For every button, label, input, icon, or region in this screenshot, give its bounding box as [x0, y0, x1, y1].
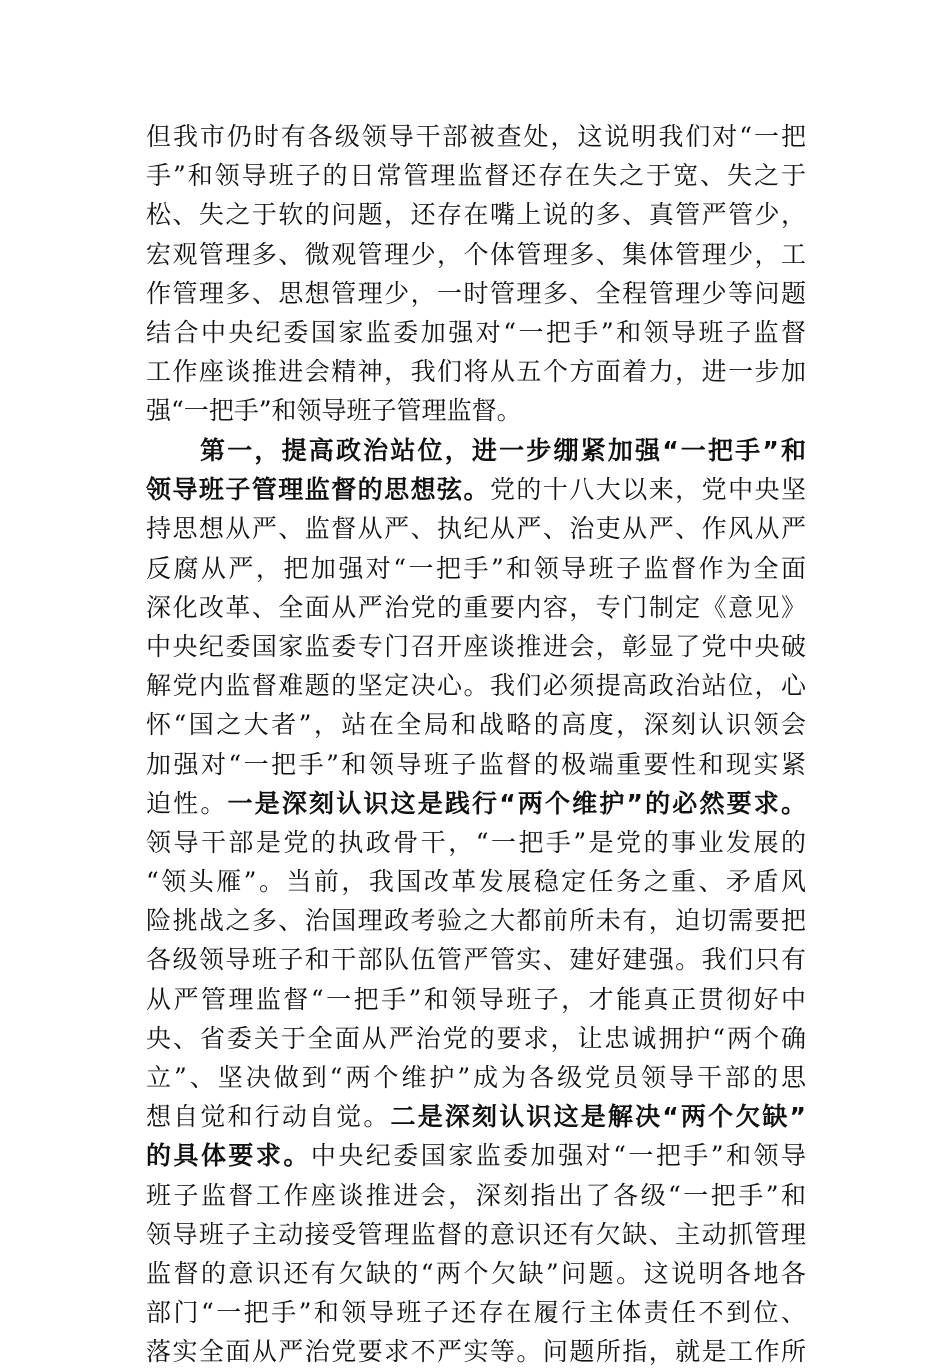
- text-run: 想自觉和行动自觉。: [146, 1102, 391, 1132]
- text-line: 立”、坚决做到“两个维护”成为各级党员领导干部的思: [146, 1063, 806, 1092]
- text-line: “领头雁”。当前，我国改革发展稳定任务之重、矛盾风: [146, 867, 806, 897]
- text-line: 但我市仍时有各级领导干部被查处，这说明我们对“一把: [146, 122, 806, 151]
- text-line: 持思想从严、监督从严、执纪从严、治吏从严、作风从严: [146, 514, 806, 544]
- point-heading-1: 一是深刻认识这是践行“两个维护”的必然要求。: [227, 788, 806, 818]
- section-heading-end: 领导班子管理监督的思想弦。: [146, 475, 490, 505]
- text-line: 结合中央纪委国家监委加强对“一把手”和领导班子监督: [146, 317, 806, 347]
- text-line: [146, 1097, 806, 1136]
- text-line: [146, 1136, 806, 1175]
- text-line: 深化改革、全面从严治党的重要内容，专门制定《意见》: [146, 592, 806, 622]
- text-line: 强“一把手”和领导班子管理监督。: [146, 396, 522, 426]
- text-line: [146, 784, 806, 823]
- text-line: 宏观管理多、微观管理少，个体管理多、集体管理少，工: [146, 239, 806, 269]
- text-line: 班子监督工作座谈推进会，深刻指出了各级“一把手”和: [146, 1180, 806, 1210]
- text-line: 中央纪委国家监委专门召开座谈推进会，彰显了党中央破: [146, 631, 806, 661]
- text-line: 监督的意识还有欠缺的“两个欠缺”问题。这说明各地各: [146, 1258, 806, 1288]
- text-run: 党的十八大以来，党中央坚: [489, 475, 806, 505]
- text-line: 手”和领导班子的日常管理监督还存在失之于宽、失之于: [146, 161, 806, 191]
- text-line: 工作座谈推进会精神，我们将从五个方面着力，进一步加: [146, 357, 806, 387]
- point-heading-2: 二是深刻认识这是解决“两个欠缺”: [390, 1102, 806, 1132]
- paragraph-1: [146, 117, 806, 431]
- text-line: [146, 470, 806, 509]
- text-line: 加强对“一把手”和领导班子监督的极端重要性和现实紧: [146, 749, 806, 779]
- text-line: 怀“国之大者”，站在全局和战略的高度，深刻认识领会: [146, 710, 806, 740]
- paragraph-2: [146, 431, 806, 1372]
- text-line: 落实全面从严治党要求不严实等。问题所指，就是工作所: [146, 1337, 806, 1367]
- text-line: 各级领导班子和干部队伍管严管实、建好建强。我们只有: [146, 945, 806, 975]
- text-run: 迫性。: [146, 788, 228, 818]
- text-line: 从严管理监督“一把手”和领导班子，才能真正贯彻好中: [146, 984, 806, 1014]
- point-heading-2-end: 的具体要求。: [146, 1141, 311, 1171]
- text-line: 反腐从严，把加强对“一把手”和领导班子监督作为全面: [146, 553, 806, 583]
- text-line: 央、省委关于全面从严治党的要求，让忠诚拥护“两个确: [146, 1023, 806, 1053]
- text-line: 险挑战之多、治国理政考验之大都前所未有，迫切需要把: [146, 906, 806, 936]
- text-line: 部门“一把手”和领导班子还存在履行主体责任不到位、: [146, 1298, 806, 1328]
- text-run: 中央纪委国家监委加强对“一把手”和领导: [310, 1141, 806, 1171]
- text-line: 解党内监督难题的坚定决心。我们必须提高政治站位，心: [146, 671, 806, 701]
- text-line: 松、失之于软的问题，还存在嘴上说的多、真管严管少，: [146, 200, 806, 230]
- text-line: 领导班子主动接受管理监督的意识还有欠缺、主动抓管理: [146, 1219, 806, 1249]
- text-line: 领导干部是党的执政骨干，“一把手”是党的事业发展的: [146, 827, 806, 857]
- text-line: 作管理多、思想管理少，一时管理多、全程管理少等问题: [146, 278, 806, 308]
- section-heading-line: 第一，提高政治站位，进一步绷紧加强“一把手”和: [200, 436, 806, 465]
